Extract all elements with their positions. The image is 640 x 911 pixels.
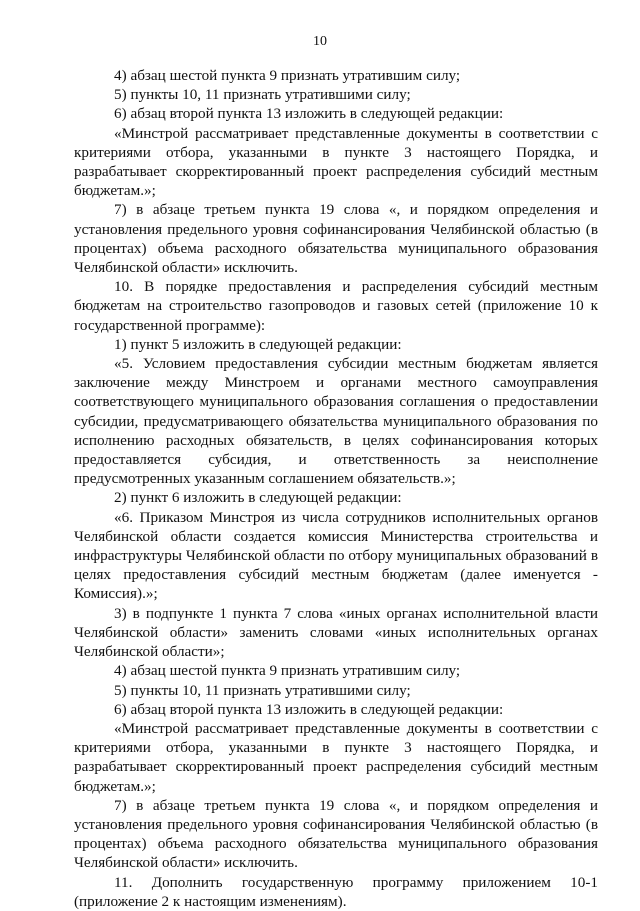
paragraph: 1) пункт 5 изложить в следующей редакции: bbox=[114, 335, 402, 353]
paragraph: 2) пункт 6 изложить в следующей редакции: bbox=[114, 489, 402, 507]
paragraph: «Минстрой рассматривает представленные документы в соответствии с критериями отбора, указанными в пункте 3 настоящего Порядка, и разрабатывает скорректированный проект распределения субсидий местным бюджетам.»; bbox=[74, 124, 598, 200]
paragraph: 6) абзац второй пункта 13 изложить в следующей редакции: bbox=[114, 105, 504, 123]
paragraph: «Минстрой рассматривает представленные документы в соответствии с критериями отбора, указанными в пункте 3 настоящего Порядка, и разрабатывает скорректированный проект распределения субсидий местным бюджетам.»; bbox=[74, 719, 598, 795]
page-number: 10 bbox=[313, 34, 327, 49]
paragraph: 4) абзац шестой пункта 9 признать утратившим силу; bbox=[114, 662, 461, 680]
paragraph: 11. Дополнить государственную программу приложением 10-1 (приложение 2 к настоящим изменениям). bbox=[74, 873, 598, 910]
paragraph: «6. Приказом Минстроя из числа сотрудников исполнительных органов Челябинской области создается комиссия Министерства строительства и инфраструктуры Челябинской области по отбору муниципальных образований в целях предоставления субсидий местным бюджетам (далее именуется - Комиссия).»; bbox=[74, 508, 598, 603]
paragraph: 7) в абзаце третьем пункта 19 слова «, и порядком определения и установления предельного уровня софинансирования Челябинской областью (в процентах) объема расходного обязательства муниципального образования Челябинской области» исключить. bbox=[74, 201, 598, 277]
paragraph: 5) пункты 10, 11 признать утратившими силу; bbox=[114, 86, 411, 104]
document-body bbox=[74, 66, 598, 911]
paragraph: 7) в абзаце третьем пункта 19 слова «, и порядком определения и установления предельного уровня софинансирования Челябинской областью (в процентах) объема расходного обязательства муниципального образования Челябинской области» исключить. bbox=[74, 796, 598, 872]
paragraph: 6) абзац второй пункта 13 изложить в следующей редакции: bbox=[114, 700, 504, 718]
paragraph: «5. Условием предоставления субсидии местным бюджетам является заключение между Минстроем и органами местного самоуправления соответствующего муниципального образования соглашения о предоставлении субсидии, предусматривающего обязательства муниципального образования по исполнению расходных обязательств, в целях софинансирования которых предоставляется субсидия, и ответственность за неисполнение предусмотренных указанным соглашением обязательств.»; bbox=[74, 355, 598, 488]
paragraph: 5) пункты 10, 11 признать утратившими силу; bbox=[114, 681, 411, 699]
paragraph: 4) абзац шестой пункта 9 признать утратившим силу; bbox=[114, 67, 461, 84]
paragraph: 10. В порядке предоставления и распределения субсидий местным бюджетам на строительство газопроводов и газовых сетей (приложение 10 к государственной программе): bbox=[74, 278, 598, 334]
paragraph: 3) в подпункте 1 пункта 7 слова «иных органах исполнительной власти Челябинской области» заменить словами «иных исполнительных органах Челябинской области»; bbox=[74, 604, 598, 661]
